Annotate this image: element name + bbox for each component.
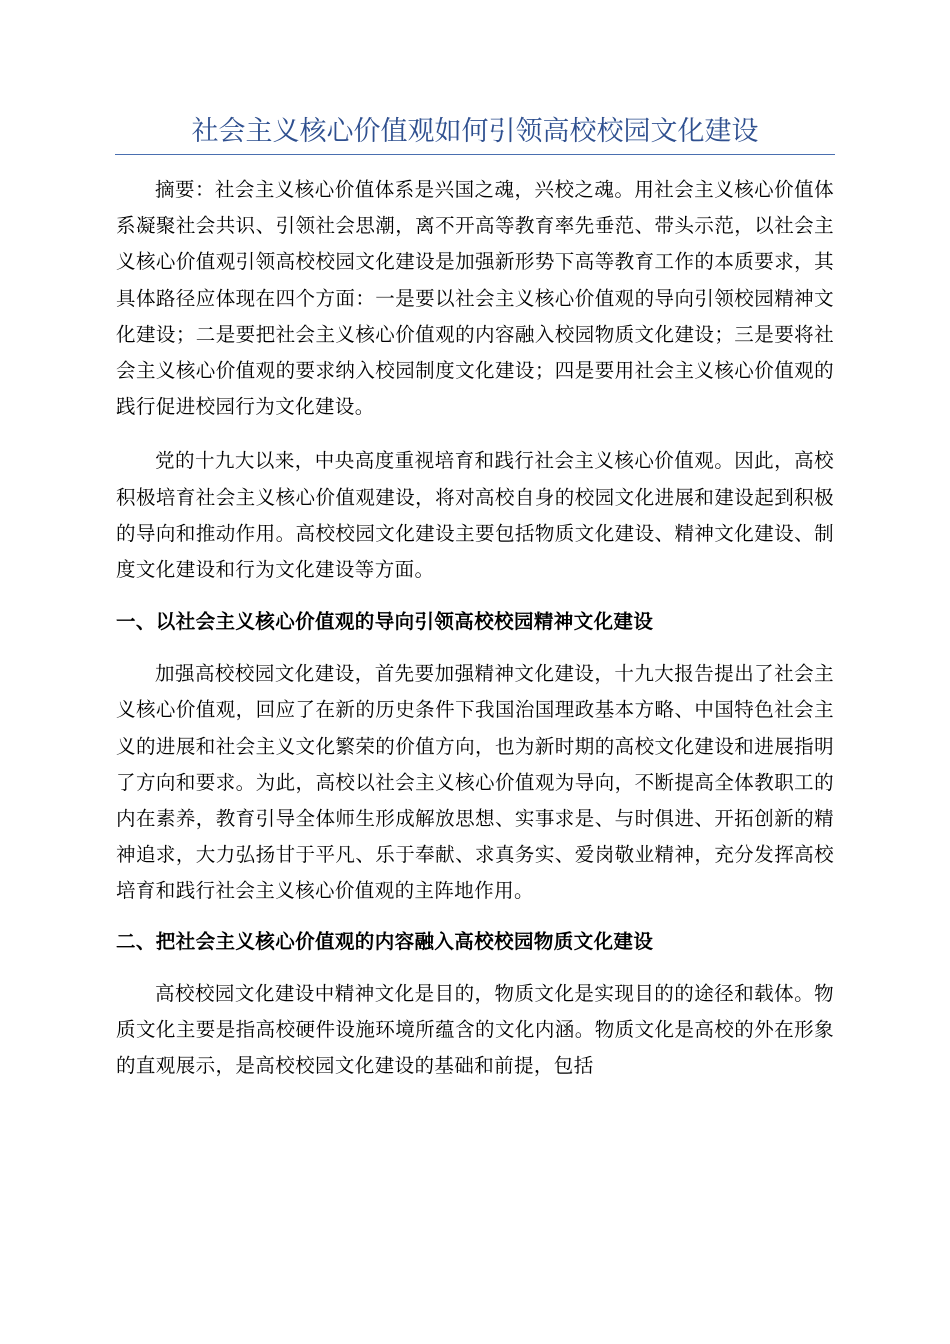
abstract-paragraph: 摘要：社会主义核心价值体系是兴国之魂，兴校之魂。用社会主义核心价值体系凝聚社会共识、引领社会思潮，离不开高等教育率先垂范、带头示范，以社会主义核心价值观引领高校校园文化建设是加强新形势下高等教育工作的本质要求，其具体路径应体现在四个方面：一是要以社会主义核心价值观的导向引领校园精神文化建设；二是要把社会主义核心价值观的内容融入校园物质文化建设；三是要将社会主义核心价值观的要求纳入校园制度文化建设；四是要用社会主义核心价值观的践行促进校园行为文化建设。 <box>116 178 834 419</box>
document-title: 社会主义核心价值观如何引领高校校园文化建设 <box>191 116 759 147</box>
intro-paragraph: 党的十九大以来，中央高度重视培育和践行社会主义核心价值观。因此，高校积极培育社会主义核心价值观建设，将对高校自身的校园文化进展和建设起到积极的导向和推动作用。高校校园文化建设主要包括物质文化建设、精神文化建设、制度文化建设和行为文化建设等方面。 <box>116 449 834 582</box>
section-heading: 二、把社会主义核心价值观的内容融入高校校园物质文化建设 <box>116 929 654 953</box>
title-underline <box>115 154 835 155</box>
section-heading: 一、以社会主义核心价值观的导向引领高校校园精神文化建设 <box>116 610 654 634</box>
document-body <box>116 172 834 1084</box>
section-paragraph: 加强高校校园文化建设，首先要加强精神文化建设，十九大报告提出了社会主义核心价值观，回应了在新的历史条件下我国治国理政基本方略、中国特色社会主义的进展和社会主义文化繁荣的价值方向，也为新时期的高校文化建设和进展指明了方向和要求。为此，高校以社会主义核心价值观为导向，不断提高全体教职工的内在素养，教育引导全体师生形成解放思想、实事求是、与时俱进、开拓创新的精神追求，大力弘扬甘于平凡、乐于奉献、求真务实、爱岗敬业精神，充分发挥高校培育和践行社会主义核心价值观的主阵地作用。 <box>116 662 834 903</box>
section-paragraph: 高校校园文化建设中精神文化是目的，物质文化是实现目的的途径和载体。物质文化主要是指高校硬件设施环境所蕴含的文化内涵。物质文化是高校的外在形象的直观展示，是高校校园文化建设的基础和前提，包括 <box>116 981 834 1078</box>
